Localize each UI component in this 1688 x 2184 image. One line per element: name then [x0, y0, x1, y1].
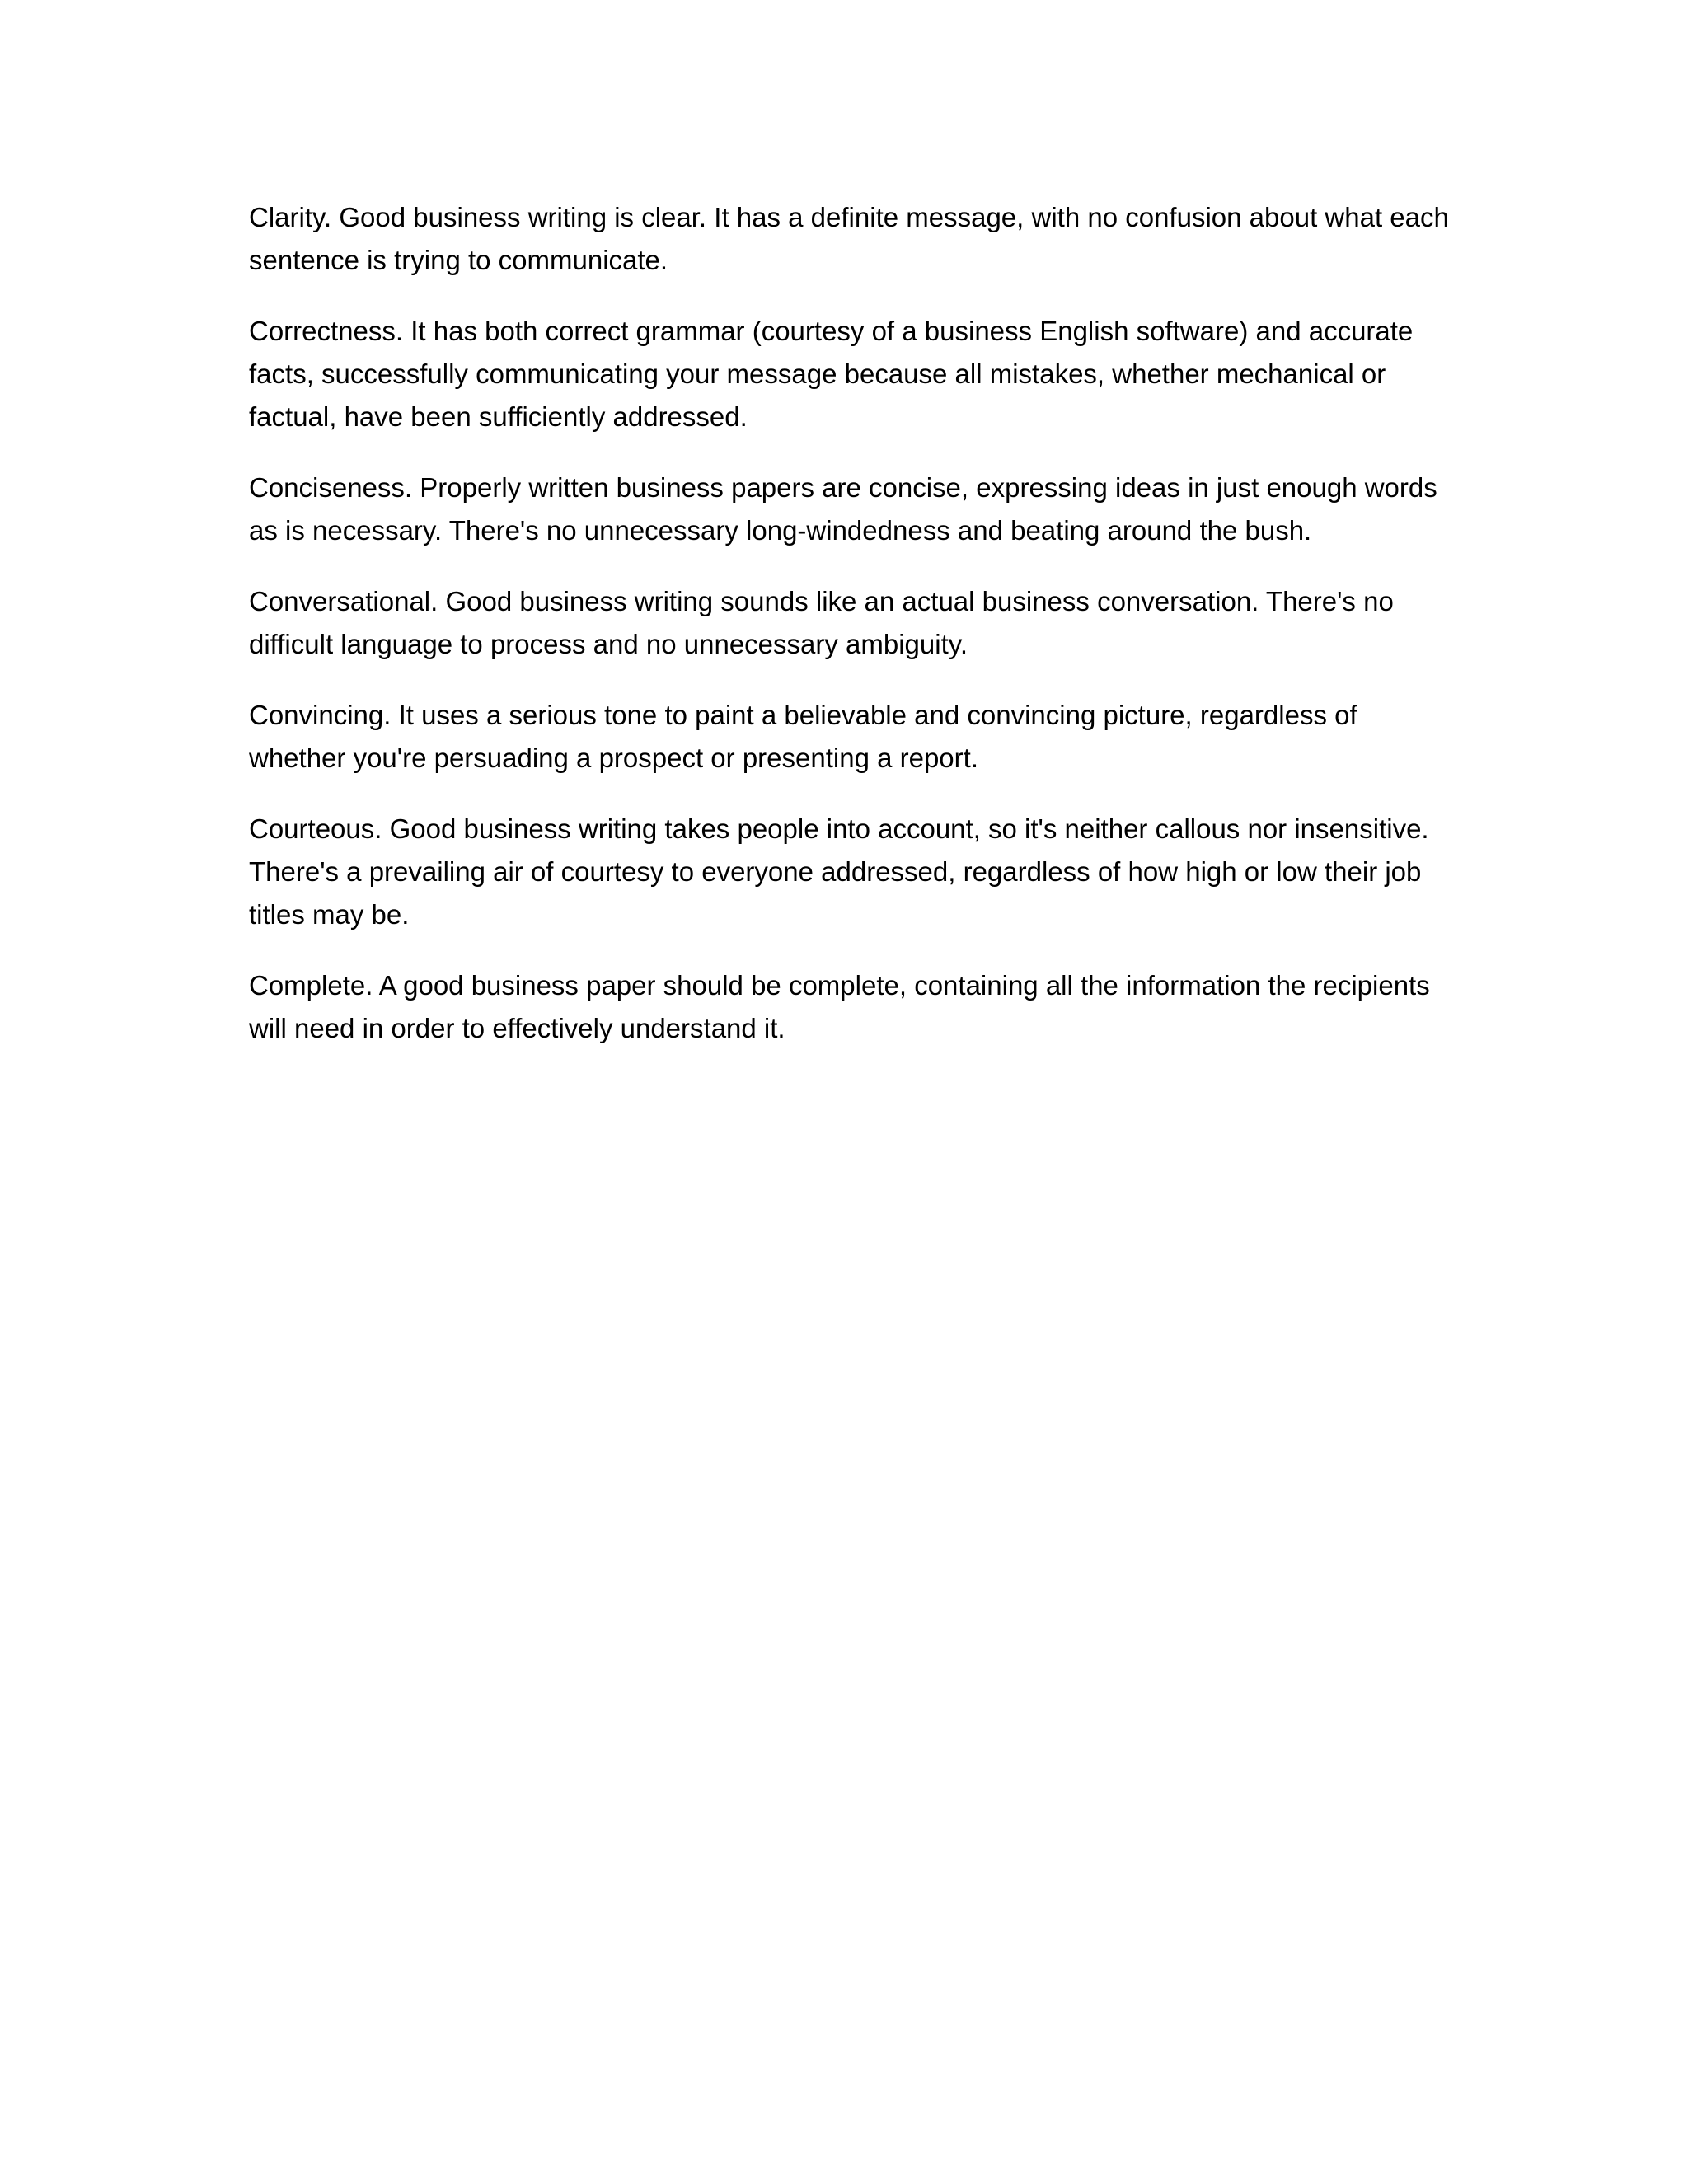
paragraph-correctness: Correctness. It has both correct grammar (courtesy of a business English software) and accurate facts, successfully communicating your message because all mistakes, whether mechanical or factual, have been sufficiently addressed. — [249, 316, 1414, 432]
document-body — [249, 196, 1452, 1078]
paragraph-complete: Complete. A good business paper should be complete, containing all the information the recipients will need in order to effectively understand it. — [249, 970, 1430, 1043]
paragraph-convincing: Convincing. It uses a serious tone to paint a believable and convincing picture, regardless of whether you're persuading a prospect or presenting a report. — [249, 700, 1357, 773]
paragraph-clarity: Clarity. Good business writing is clear. It has a definite message, with no confusion about what each sentence is trying to communicate. — [249, 202, 1449, 275]
paragraph-conversational: Conversational. Good business writing sounds like an actual business conversation. There's no difficult language to process and no unnecessary ambiguity. — [249, 586, 1394, 659]
paragraph-courteous: Courteous. Good business writing takes people into account, so it's neither callous nor insensitive. There's a prevailing air of courtesy to everyone addressed, regardless of how high or low their job titles may be. — [249, 813, 1429, 930]
paragraph-conciseness: Conciseness. Properly written business papers are concise, expressing ideas in just enough words as is necessary. There's no unnecessary long-windedness and beating around the bush. — [249, 472, 1437, 546]
